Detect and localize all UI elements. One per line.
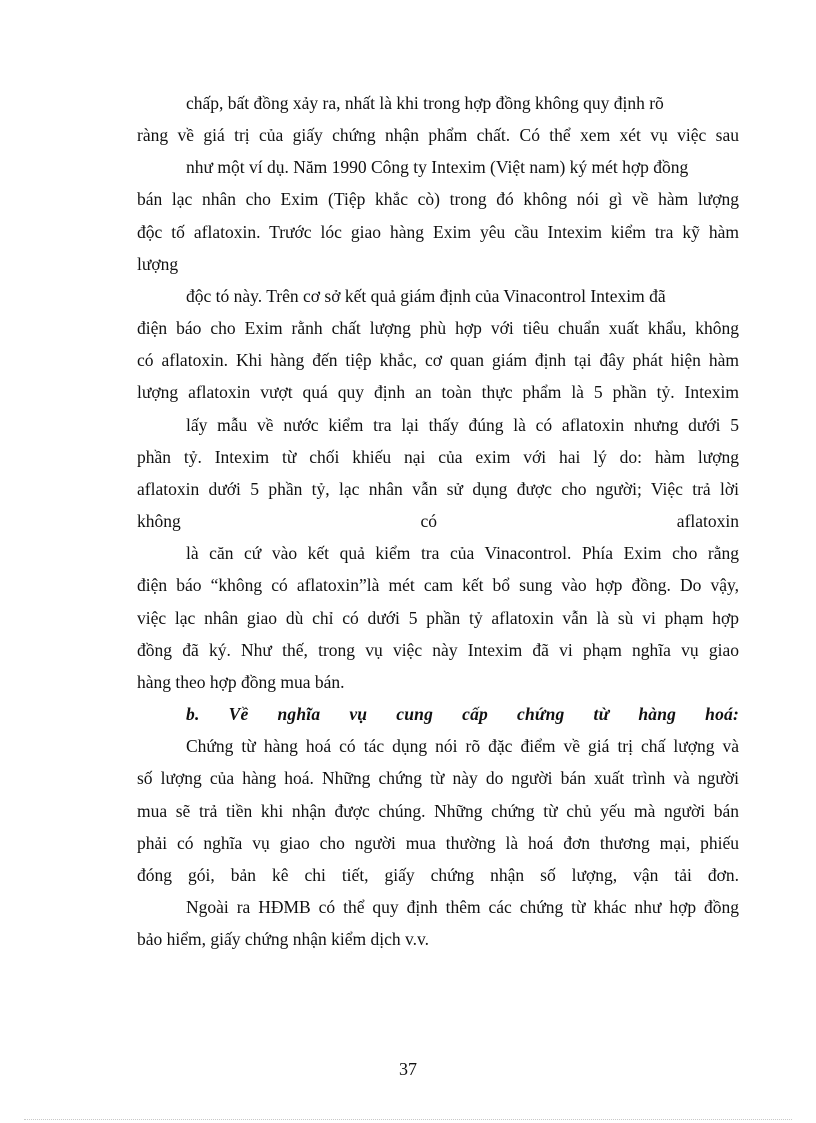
body-text-line: ràng về giá trị của giấy chứng nhận phẩm chất. Có thể xem xét vụ việc sau: [137, 125, 739, 145]
body-text-line: Chứng từ hàng hoá có tác dụng nói rõ đặc điểm về giá trị chấ lượng và: [186, 736, 739, 756]
body-text-line: là căn cứ vào kết quả kiểm tra của Vinacontrol. Phía Exim cho rằng: [186, 543, 739, 563]
body-text-line: độc tố aflatoxin. Trước lóc giao hàng Exim yêu cầu Intexim kiểm tra kỹ hàm: [137, 222, 739, 242]
page-number: 37: [399, 1059, 417, 1079]
body-text-line: độc tó này. Trên cơ sở kết quả giám định của Vinacontrol Intexim đã: [186, 286, 666, 306]
body-text-line: chấp, bất đồng xảy ra, nhất là khi trong hợp đồng không quy định rõ: [186, 93, 664, 113]
body-text-line: không có aflatoxin: [137, 511, 739, 531]
body-text-line: bảo hiểm, giấy chứng nhận kiểm dịch v.v.: [137, 929, 430, 949]
body-text-line: phải có nghĩa vụ giao cho người mua thường là hoá đơn thương mại, phiếu: [137, 833, 739, 853]
body-text-line: phần tỷ. Intexim từ chối khiếu nại của exim với hai lý do: hàm lượng: [137, 447, 739, 467]
section-heading: b. Về nghĩa vụ cung cấp chứng từ hàng hoá:: [186, 704, 739, 724]
body-text-line: hàng theo hợp đồng mua bán.: [137, 672, 345, 692]
body-text-line: như một ví dụ. Năm 1990 Công ty Intexim (Việt nam) ký mét hợp đồng: [186, 157, 689, 177]
body-text-line: đóng gói, bản kê chi tiết, giấy chứng nhận số lượng, vận tải đơn.: [137, 865, 739, 885]
body-text-line: bán lạc nhân cho Exim (Tiệp khắc cò) trong đó không nói gì về hàm lượng: [137, 189, 739, 209]
body-text-line: lấy mẫu về nước kiểm tra lại thấy đúng là có aflatoxin nhưng dưới 5: [186, 415, 739, 435]
body-text-line: điện báo cho Exim rằnh chất lượng phù hợp với tiêu chuẩn xuất khẩu, không: [137, 318, 739, 338]
body-text-line: lượng: [137, 254, 179, 274]
body-text-line: số lượng của hàng hoá. Những chứng từ này do người bán xuất trình và người: [137, 768, 739, 788]
footer-divider: [24, 1119, 792, 1120]
body-text-line: aflatoxin dưới 5 phần tỷ, lạc nhân vẫn sử dụng được cho người; Việc trả lời: [137, 479, 739, 499]
body-text-line: có aflatoxin. Khi hàng đến tiệp khắc, cơ quan giám định tại đây phát hiện hàm: [137, 350, 739, 370]
body-text-line: việc lạc nhân giao dù chỉ có dưới 5 phần tỷ aflatoxin vẫn là sù vi phạm hợp: [137, 608, 739, 628]
body-text-line: mua sẽ trả tiền khi nhận được chúng. Những chứng từ chủ yếu mà người bán: [137, 801, 739, 821]
body-text-line: Ngoài ra HĐMB có thể quy định thêm các chứng từ khác như hợp đồng: [186, 897, 739, 917]
body-text-line: đồng đã ký. Như thế, trong vụ việc này Intexim đã vi phạm nghĩa vụ giao: [137, 640, 739, 660]
body-text-line: lượng aflatoxin vượt quá quy định an toàn thực phẩm là 5 phần tỷ. Intexim: [137, 382, 739, 402]
body-text-line: điện báo “không có aflatoxin”là mét cam kết bổ sung vào hợp đồng. Do vậy,: [137, 575, 739, 595]
